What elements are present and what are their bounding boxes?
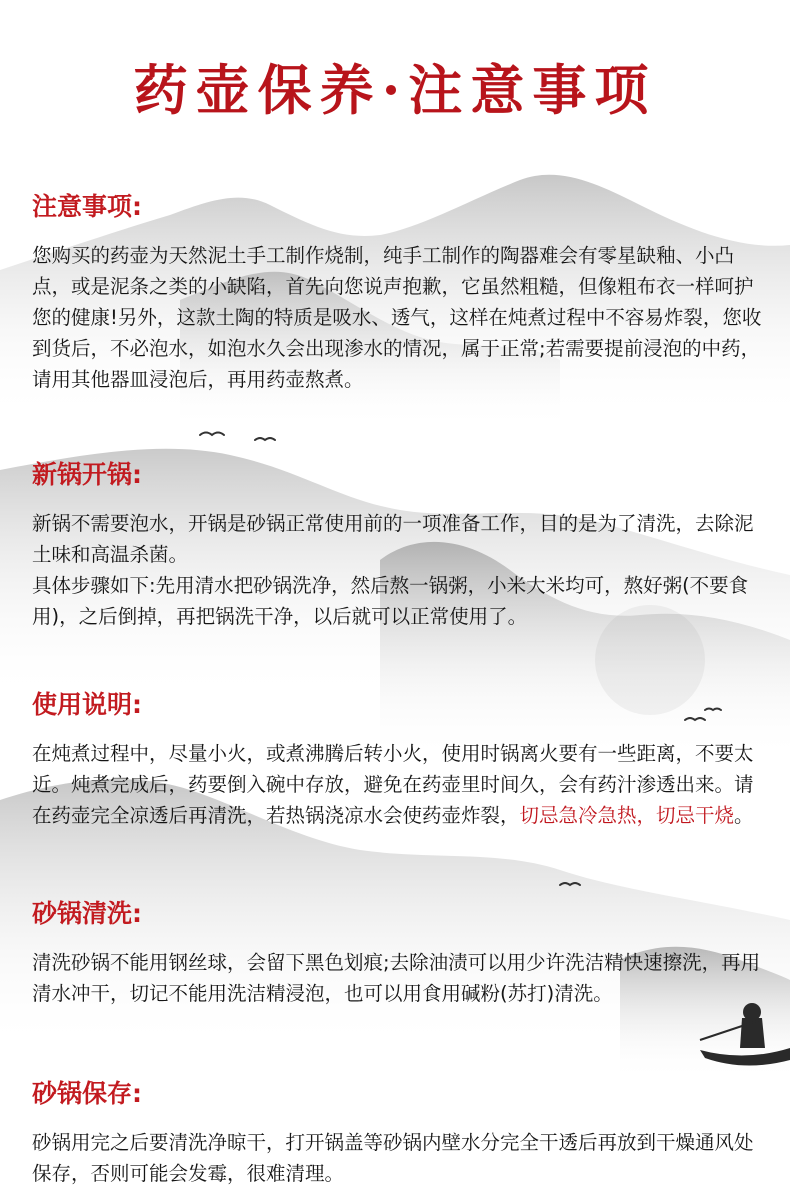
- section-precautions: [32, 190, 767, 395]
- section-usage: [32, 688, 767, 831]
- section-body: 您购买的药壶为天然泥土手工制作烧制，纯手工制作的陶器难会有零星缺釉、小凸点，或是泥条之类的小缺陷，首先向您说声抱歉，它虽然粗糙，但像粗布衣一样呵护您的健康!另外，这款土陶的特质是吸水、透气，这样在炖煮过程中不容易炸裂，您收到货后，不必泡水，如泡水久会出现渗水的情况，属于正常;若需要提前浸泡的中药，请用其他器皿浸泡后，再用药壶熬煮。: [32, 244, 762, 391]
- section-heading: 砂锅清洗:: [32, 899, 142, 928]
- section-body: 新锅不需要泡水，开锅是砂锅正常使用前的一项准备工作，目的是为了清洗，去除泥土味和高温杀菌。: [32, 512, 754, 566]
- warning-text: 切忌急冷急热，切忌干烧: [519, 804, 735, 827]
- section-storage: [32, 1077, 767, 1189]
- usage-end: 。: [734, 804, 754, 827]
- section-body: [32, 738, 767, 831]
- section-new-pot: [32, 458, 767, 632]
- section-heading: 砂锅保存:: [32, 1079, 142, 1108]
- section-body: 砂锅用完之后要清洗净晾干，打开锅盖等砂锅内壁水分完全干透后再放到干燥通风处保存，否则可能会发霉，很难清理。: [32, 1131, 754, 1185]
- page-title: 药壶保养·注意事项: [133, 58, 657, 122]
- section-body: 清洗砂锅不能用钢丝球，会留下黑色划痕;去除油渍可以用少许洗洁精快速擦洗，再用清水冲干，切记不能用洗洁精浸泡，也可以用食用碱粉(苏打)清洗。: [32, 951, 761, 1005]
- usage-text: 在炖煮过程中，尽量小火，或煮沸腾后转小火，使用时锅离火要有一些距离，不要太近。炖煮完成后，药要倒入碗中存放，避免在药壶里时间久，会有药汁渗透出来。请在药壶完全凉透后再清洗，若热锅浇凉水会使药壶炸裂，: [32, 742, 754, 827]
- section-steps: 具体步骤如下:先用清水把砂锅洗净，然后熬一锅粥，小米大米均可，熬好粥(不要食用)，之后倒掉，再把锅洗干净，以后就可以正常使用了。: [32, 574, 749, 628]
- section-heading: 新锅开锅:: [32, 460, 142, 489]
- section-cleaning: [32, 897, 767, 1009]
- section-heading: 注意事项:: [32, 192, 142, 221]
- section-heading: 使用说明:: [32, 690, 142, 719]
